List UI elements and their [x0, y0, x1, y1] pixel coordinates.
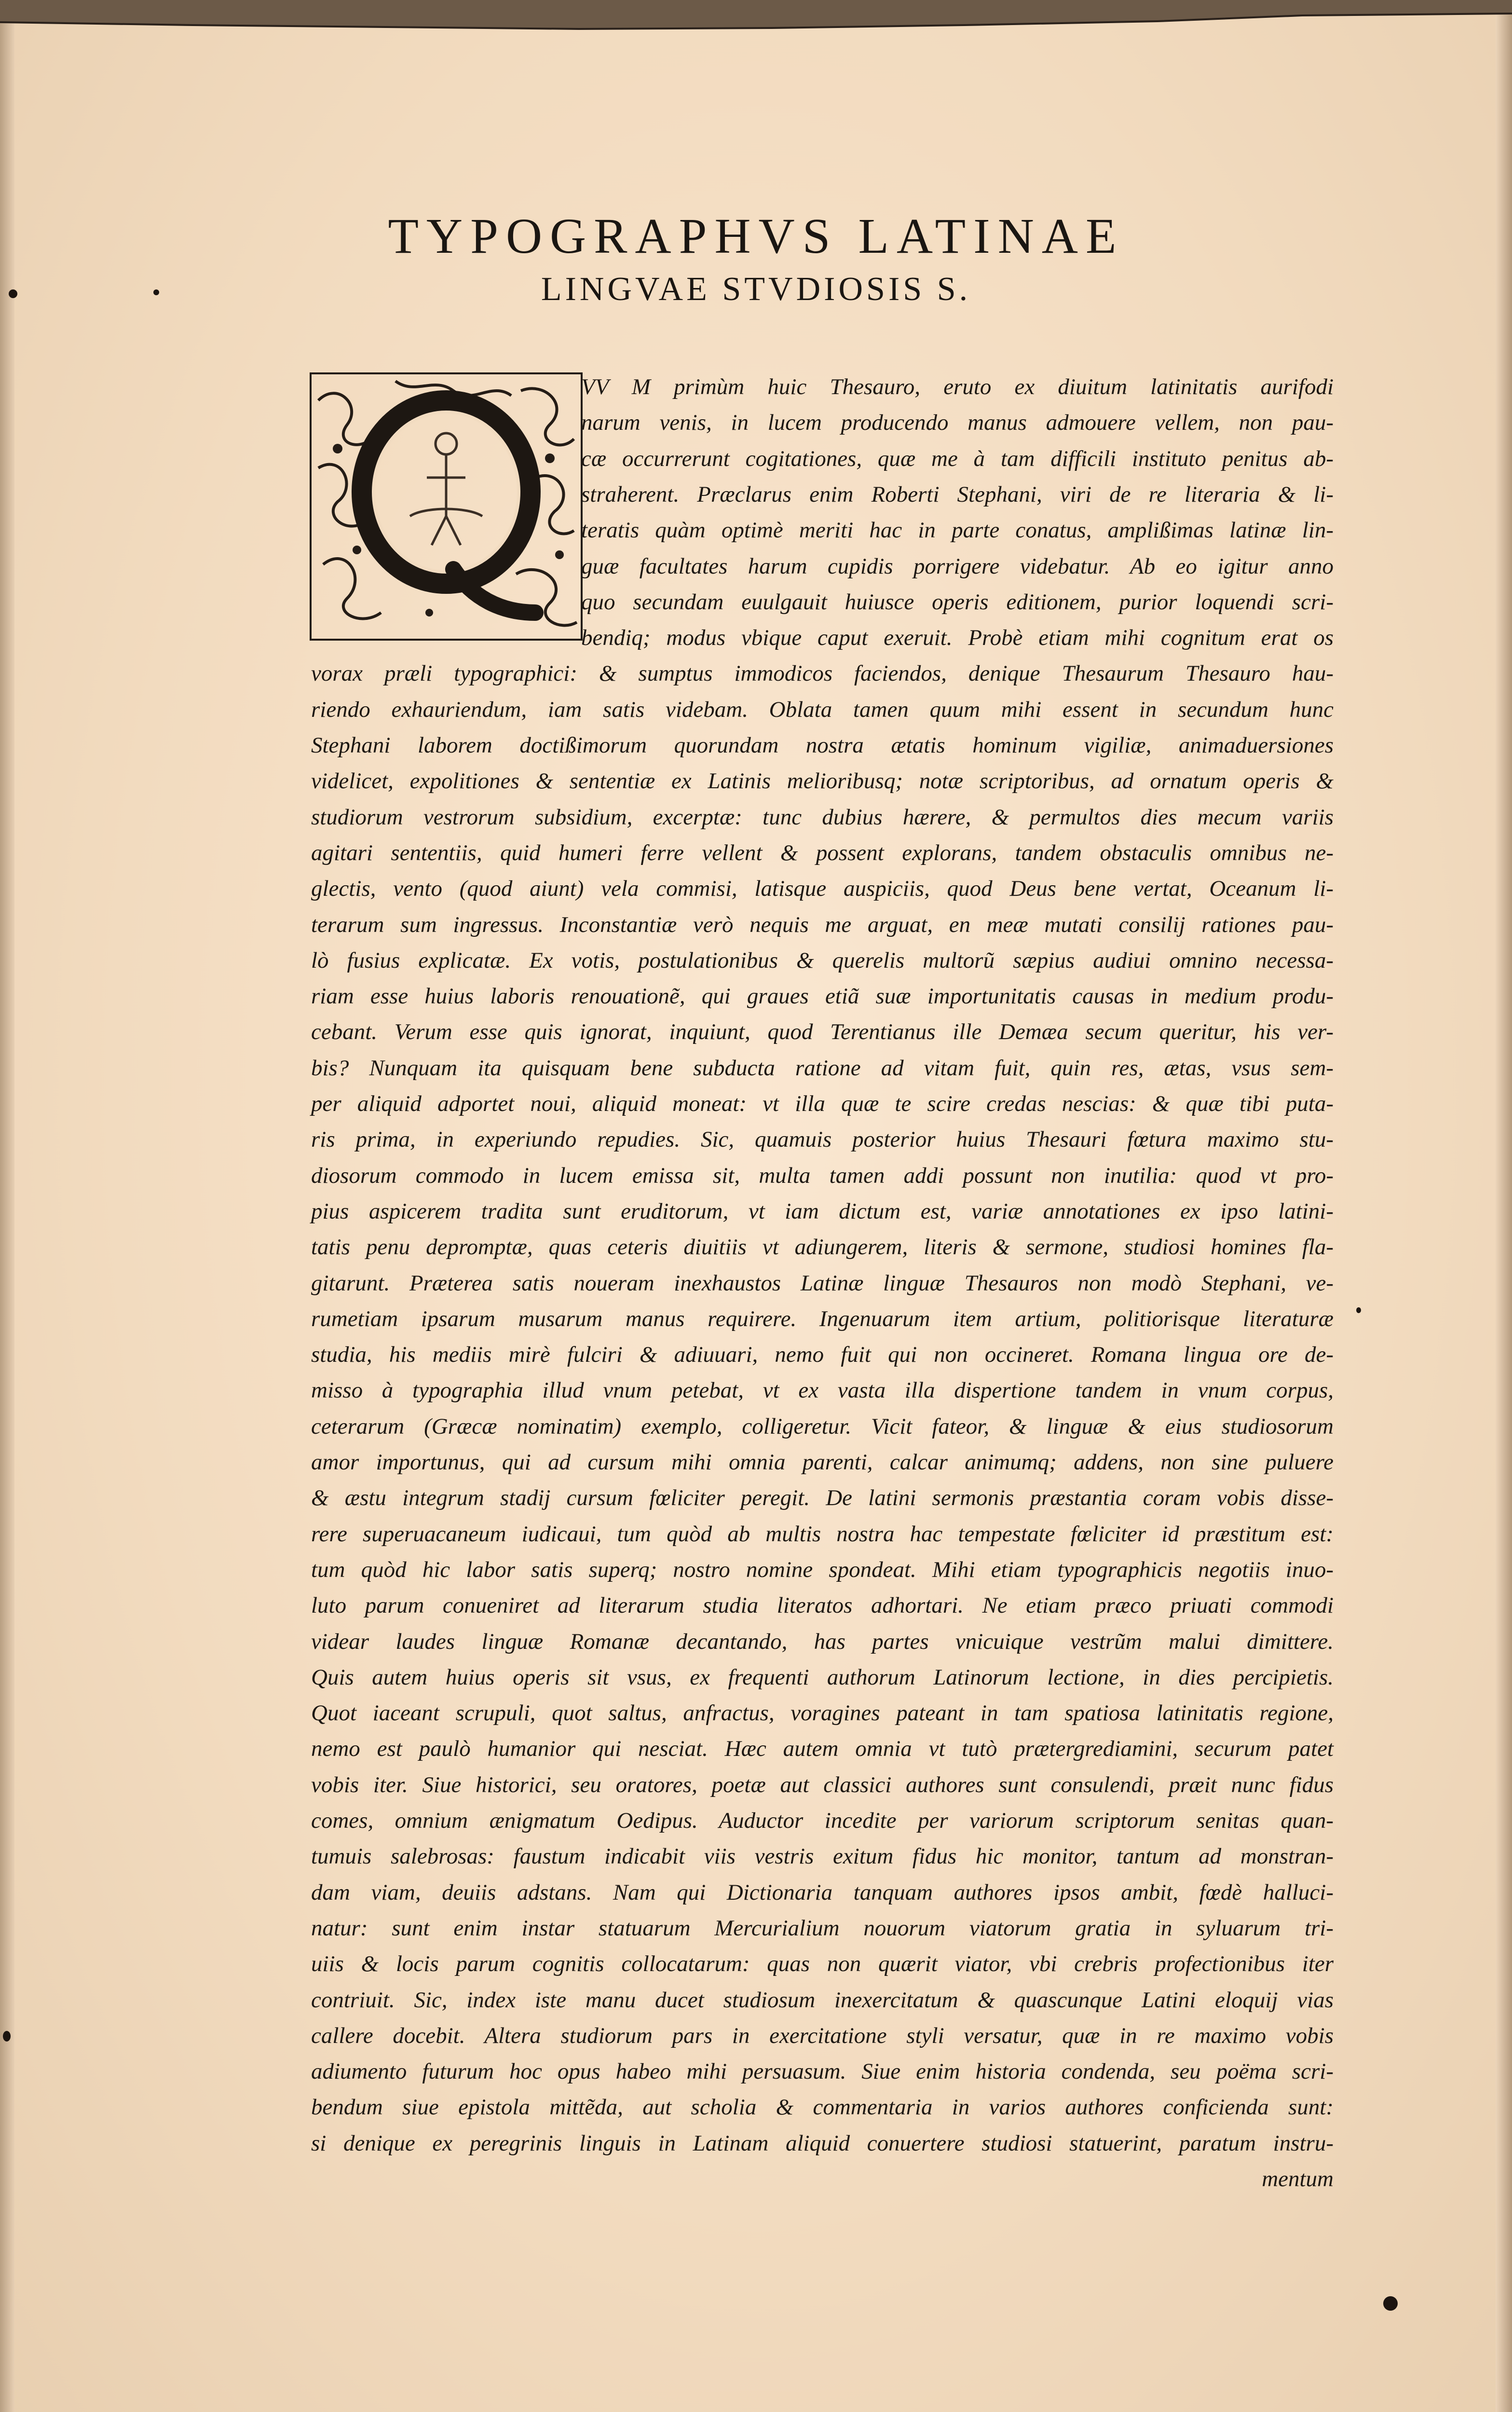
body-line: VV M primùm huic Thesauro, eruto ex diuitum latinitatis aurifodi [581, 374, 1334, 399]
body-line: Quot iaceant scrupuli, quot saltus, anfractus, voragines pateant in tam spatiosa latinitatis regione, [311, 1700, 1334, 1726]
body-line: rere superuacaneum iudicaui, tum quòd ab multis nostra hac tempestate fœliciter id præstitum est: [311, 1521, 1334, 1547]
body-line: diosorum commodo in lucem emissa sit, multa tamen addi possunt non inutilia: quod vt pro- [311, 1163, 1334, 1188]
body-line: Stephani laborem doctißimorum quorundam nostra ætatis hominum vigiliæ, animaduersiones [311, 733, 1334, 758]
body-line: quo secundam euulgauit huiusce operis editionem, purior loquendi scri- [581, 589, 1334, 615]
body-line: per aliquid adportet noui, aliquid moneat: vt illa quæ te scire credas nescias: & quæ tibi puta- [311, 1091, 1334, 1116]
page-subtitle: LINGVAE STVDIOSIS S. [541, 271, 971, 308]
body-line: rumetiam ipsarum musarum manus requirere. Ingenuarum item artium, politiorisque literaturæ [311, 1306, 1334, 1331]
body-line: contriuit. Sic, index iste manu ducet studiosum inexercitatum & quascunque Latini eloquij vias [311, 1987, 1334, 2013]
body-line: pius aspicerem tradita sunt eruditorum, vt iam dictum est, variæ annotationes ex ipso latini- [311, 1198, 1334, 1224]
body-line: & æstu integrum stadij cursum fœliciter peregit. De latini sermonis præstantia coram vobis disse- [311, 1485, 1334, 1511]
body-line: straherent. Præclarus enim Roberti Stephani, viri de re literaria & li- [581, 481, 1334, 507]
body-line: studiorum vestrorum subsidium, excerptæ: tunc dubius hærere, & permultos dies mecum variis [311, 804, 1334, 830]
margin-mark-left [3, 2031, 11, 2042]
body-line: tum quòd hic labor satis superq; nostro nomine spondeat. Mihi etiam typographicis negotiis inuo- [311, 1557, 1334, 1582]
decorated-initial-q [309, 371, 584, 642]
body-line: videlicet, expolitiones & sententiæ ex Latinis melioribusq; notæ scriptoribus, ad ornatum operis & [311, 768, 1334, 794]
torn-top-edge [0, 0, 1512, 34]
body-line: ris prima, in experiundo repudies. Sic, quamuis posterior huius Thesauri fœtura maximo stu- [311, 1127, 1334, 1152]
body-line: callere docebit. Altera studiorum pars in exercitatione styli versatur, quæ in re maximo vobis [311, 2023, 1334, 2048]
body-line: vobis iter. Siue historici, seu oratores, poetæ aut classici authores sunt consulendi, præit nunc fidus [311, 1772, 1334, 1797]
body-line: narum venis, in lucem producendo manus admouere vellem, non pau- [581, 410, 1334, 436]
body-line: guæ facultates harum cupidis porrigere videbatur. Ab eo igitur anno [581, 553, 1334, 579]
body-line: riendo exhauriendum, iam satis videbam. Oblata tamen quum mihi essent in secundum hunc [311, 697, 1334, 722]
body-line: mentum [1262, 2166, 1334, 2192]
body-line: tatis penu depromptæ, quas ceteris diuitiis vt adiungerem, literis & sermone, studiosi homines fla- [311, 1234, 1334, 1260]
body-line: uiis & locis parum cognitis collocatarum: quas non quærit viator, vbi crebris profectionibus iter [311, 1951, 1334, 1977]
body-line: comes, omnium ænigmatum Oedipus. Auductor incedite per variorum scriptorum senitas quan- [311, 1808, 1334, 1833]
body-line: misso à typographia illud vnum petebat, vt ex vasta illa dispertione tandem in vnum corpus, [311, 1378, 1334, 1403]
body-line: amor importunus, qui ad cursum mihi omnia parenti, calcar animumq; addens, non sine puluere [311, 1450, 1334, 1475]
body-line: luto parum conueniret ad literarum studia literatos adhortari. Ne etiam præco priuati commodi [311, 1593, 1334, 1618]
body-line: vorax præli typographici: & sumptus immodicos faciendos, denique Thesaurum Thesauro hau- [311, 661, 1334, 686]
margin-mark-right [1356, 1307, 1361, 1313]
margin-mark-right [1383, 2296, 1398, 2311]
body-line: gitarunt. Præterea satis noueram inexhaustos Latinæ linguæ Thesauros non modò Stephani, ve- [311, 1270, 1334, 1296]
page-title: TYPOGRAPHVS LATINAE [388, 208, 1124, 264]
body-line: glectis, vento (quod aiunt) vela commisi, latisque auspiciis, quod Deus bene vertat, Oceanum li- [311, 876, 1334, 902]
body-line: terarum sum ingressus. Inconstantiæ verò nequis me arguat, en meæ mutati consilij rationes pau- [311, 912, 1334, 937]
body-line: nemo est paulò humanior qui nesciat. Hæc autem omnia vt tutò prætergrediamini, securum patet [311, 1736, 1334, 1762]
body-line: cebant. Verum esse quis ignorat, inquiunt, quod Terentianus ille Demæa secum queritur, his ver- [311, 1019, 1334, 1045]
body-line: Quis autem huius operis sit vsus, ex frequenti authorum Latinorum lectione, in dies percipietis. [311, 1664, 1334, 1690]
body-line: agitari sententiis, quid humeri ferre vellent & possent explorans, tandem obstaculis omnibus ne- [311, 840, 1334, 865]
body-line: bendiq; modus vbique caput exeruit. Probè etiam mihi cognitum erat os [581, 625, 1334, 651]
body-line: teratis quàm optimè meriti hac in parte conatus, amplißimas latinæ lin- [581, 518, 1334, 543]
body-line: si denique ex peregrinis linguis in Latinam aliquid conuertere studiosi statuerint, paratum instru- [311, 2130, 1334, 2156]
body-line: dam viam, deuiis adstans. Nam qui Dictionaria tanquam authores ipsos ambit, fœdè halluci- [311, 1879, 1334, 1905]
body-line: studia, his mediis mirè fulciri & adiuuari, nemo fuit qui non occineret. Romana lingua ore de- [311, 1342, 1334, 1368]
body-line: riam esse huius laboris renouationẽ, qui graues etiã suæ importunitatis causas in medium produ- [311, 984, 1334, 1009]
body-line: ceterarum (Græcæ nominatim) exemplo, colligeretur. Vicit fateor, & linguæ & eius studiosorum [311, 1413, 1334, 1439]
body-line: bendum siue epistola mittẽda, aut scholia & commentaria in varios authores conficienda sunt: [311, 2095, 1334, 2120]
left-page-edge [0, 0, 14, 2412]
body-line: natur: sunt enim instar statuarum Mercurialium nouorum viatorum gratia in syluarum tri- [311, 1915, 1334, 1941]
body-line: bis? Nunquam ita quisquam bene subducta ratione ad vitam fuit, quin res, ætas, vsus sem- [311, 1055, 1334, 1081]
body-line: adiumento futurum hoc opus habeo mihi persuasum. Siue enim historia condenda, seu poëma scri- [311, 2059, 1334, 2084]
body-line: tumuis salebrosas: faustum indicabit viis vestris exitum fidus hic monitor, tantum ad monstran- [311, 1844, 1334, 1869]
body-line: videar laudes linguæ Romanæ decantando, has partes vnicuique vestrũm malui dimittere. [311, 1629, 1334, 1654]
right-page-edge [1496, 0, 1512, 2412]
body-line: cæ occurrerunt cogitationes, quæ me à tam difficili instituto penitus ab- [581, 446, 1334, 471]
body-line: lò fusius explicatæ. Ex votis, postulationibus & querelis multorũ sæpius audiui omnino necessa- [311, 947, 1334, 973]
